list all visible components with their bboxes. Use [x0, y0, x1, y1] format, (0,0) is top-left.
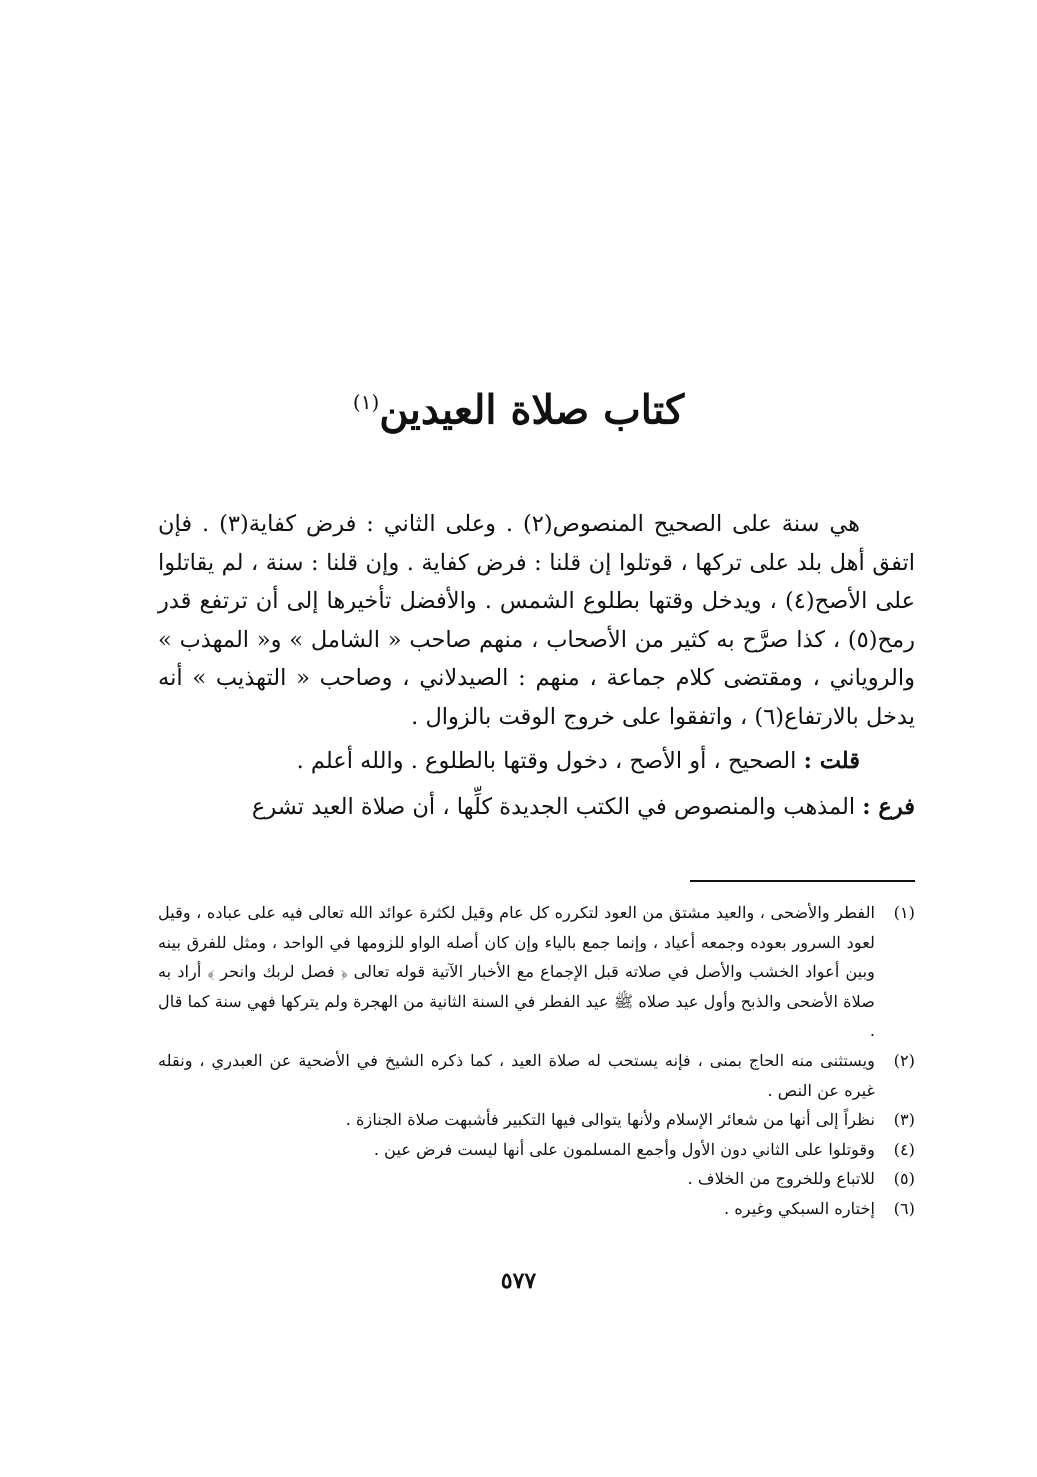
- footnote-number: (٣): [893, 1110, 915, 1130]
- paragraph-main: [158, 505, 915, 737]
- footnote-4: [158, 1135, 915, 1165]
- main-text: [158, 505, 915, 827]
- paragraph-main-text: هي سنة على الصحيح المنصوص(٢) . وعلى الثاني : فرض كفاية(٣) . فإن اتفق أهل بلد على تركها ، قوتلوا إن قلنا : فرض كفاية . وإن قلنا : سنة ، لم يقاتلوا على الأصح(٤) ، ويدخل وقتها بطلوع الشمس . والأفضل تأخيرها إلى أن ترتفع قدر رمح(٥) ، كذا صرَّح به كثير من الأصحاب ، منهم صاحب « الشامل » و« المهذب » والروياني ، ومقتضى كلام جماعة ، منهم : الصيدلاني ، وصاحب « التهذيب » أنه يدخل بالارتفاع(٦) ، واتفقوا على خروج الوقت بالزوال .: [158, 511, 915, 730]
- footnote-number: (١): [893, 903, 915, 922]
- paragraph-far-text: المذهب والمنصوص في الكتب الجديدة كلِّها ، أن صلاة العيد تشرع: [251, 794, 863, 821]
- paragraph-qult: [158, 742, 915, 781]
- footnote-number: (٤): [893, 1139, 915, 1159]
- footnote-separator: [690, 880, 915, 882]
- footnote-5: [158, 1164, 915, 1194]
- footnote-number: (٦): [893, 1198, 915, 1218]
- footnote-6: [158, 1194, 915, 1224]
- paragraph-qult-lead: قلت :: [803, 747, 860, 774]
- paragraph-qult-text: الصحيح ، أو الأصح ، دخول وقتها بالطلوع . والله أعلم .: [296, 747, 804, 774]
- page-number: ٥٧٧: [500, 1268, 537, 1294]
- chapter-title-footnote-marker: (١): [352, 390, 380, 414]
- footnote-2: [158, 1046, 915, 1105]
- chapter-title-text: كتاب صلاة العيدين: [379, 386, 685, 434]
- paragraph-far-lead: فرع :: [862, 794, 915, 821]
- footnote-text: للاتباع وللخروج من الخلاف .: [687, 1169, 875, 1189]
- footnote-number: (٥): [893, 1169, 915, 1189]
- footnote-number: (٢): [893, 1050, 915, 1070]
- footnotes: [158, 898, 915, 1224]
- footnote-text: وقوتلوا على الثاني دون الأول وأجمع المسلمون على أنها ليست فرض عين .: [373, 1139, 875, 1159]
- chapter-title: [0, 372, 1037, 440]
- paragraph-far: [158, 788, 915, 827]
- footnote-1: [158, 898, 915, 1046]
- footnote-3: [158, 1105, 915, 1135]
- footnote-text: نظراً إلى أنها من شعائر الإسلام ولأنها يتوالى فيها التكبير فأشبهت صلاة الجنازة .: [345, 1110, 875, 1130]
- footnote-text: إختاره السبكي وغيره .: [724, 1198, 875, 1218]
- footnote-text: ويستثنى منه الحاج بمنى ، فإنه يستحب له صلاة العيد ، كما ذكره الشيخ في الأضحية عن العبدري ، ونقله غيره عن النص .: [158, 1050, 875, 1100]
- footnote-text: الفطر والأضحى ، والعيد مشتق من العود لتكرره كل عام وقيل لكثرة عوائد الله تعالى فيه على عباده ، وقيل لعود السرور بعوده وجمعه أعياد ، وإنما جمع بالياء وإن كان أصله الواو للزومها في الواحد ، ومثل للفرق بينه وبين أعواد الخشب والأصل في صلاته قبل الإجماع مع الأخبار الآتية قوله تعالى ﴿ فصل لربك وانحر ﴾ أراد به صلاة الأضحى والذبح وأول عيد صلاه ﷺ عيد الفطر في السنة الثانية من الهجرة ولم يتركها فهي سنة كما قال .: [158, 903, 875, 1041]
